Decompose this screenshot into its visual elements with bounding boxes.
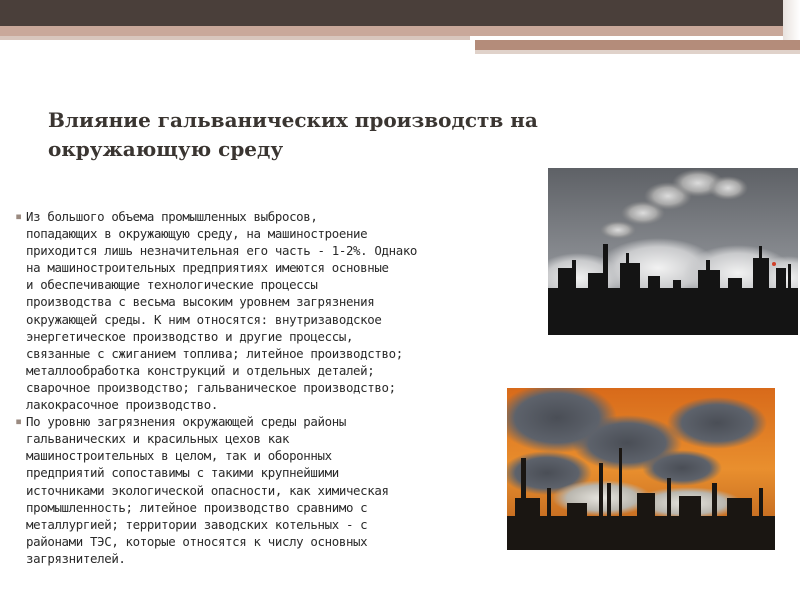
industrial-sunset-photo bbox=[507, 388, 775, 550]
text-line: окружающей среды. К ним относятся: внутризаводское bbox=[26, 311, 382, 327]
title-line: окружающую среду bbox=[48, 137, 284, 161]
bullet-paragraph bbox=[15, 208, 485, 413]
text-line: лакокрасочное производство. bbox=[26, 397, 218, 413]
decorative-stripe bbox=[475, 40, 800, 50]
text-line: промышленность; литейное производство сравнимо с bbox=[26, 499, 368, 515]
text-line: и обеспечивающие технологические процессы bbox=[26, 277, 318, 293]
text-line: гальванических и красильных цехов как bbox=[26, 431, 290, 447]
header-bar bbox=[0, 0, 800, 26]
text-line: на машиностроительных предприятиях имеются основные bbox=[26, 260, 389, 276]
decorative-shadow bbox=[783, 0, 800, 40]
text-line: районами ТЭС, которые относятся к числу основных bbox=[26, 533, 368, 549]
decorative-stripe bbox=[0, 26, 785, 36]
text-line: сварочное производство; гальваническое производство; bbox=[26, 379, 396, 395]
text-line: машиностроительных в целом, так и оборонных bbox=[26, 448, 332, 464]
bullet-icon: ▪ bbox=[15, 209, 22, 223]
text-line: связанные с сжиганием топлива; литейное производство; bbox=[26, 345, 403, 361]
text-line: предприятий сопоставимы с такими крупнейшими bbox=[26, 465, 339, 481]
text-line: приходится лишь незначительная его часть - 1-2%. Однако bbox=[26, 243, 418, 259]
text-line: По уровню загрязнения окружающей среды районы bbox=[26, 414, 346, 430]
bullet-paragraph bbox=[15, 413, 485, 567]
text-line: производства с весьма высоким уровнем загрязнения bbox=[26, 294, 375, 310]
factory-smoke-photo bbox=[548, 168, 798, 335]
decorative-stripe bbox=[475, 50, 800, 54]
text-line: загрязнителей. bbox=[26, 550, 126, 566]
text-line: металлообработка конструкций и отдельных деталей; bbox=[26, 362, 375, 378]
text-line: источниками экологической опасности, как химическая bbox=[26, 482, 389, 498]
factory-smoke-image bbox=[548, 168, 798, 335]
decorative-stripe bbox=[0, 36, 470, 40]
bullet-icon: ▪ bbox=[15, 414, 22, 429]
text-line: энергетическое производство и другие процессы, bbox=[26, 328, 354, 344]
slide-title bbox=[48, 106, 648, 164]
title-line: Влияние гальванических производств на bbox=[48, 108, 538, 132]
text-line: Из большого объема промышленных выбросов, bbox=[26, 209, 318, 224]
text-line: металлургией; территории заводских котельных - с bbox=[26, 516, 368, 532]
industrial-sunset-image bbox=[507, 388, 775, 550]
body-text bbox=[15, 208, 485, 567]
text-line: попадающих в окружающую среду, на машиностроение bbox=[26, 226, 368, 242]
